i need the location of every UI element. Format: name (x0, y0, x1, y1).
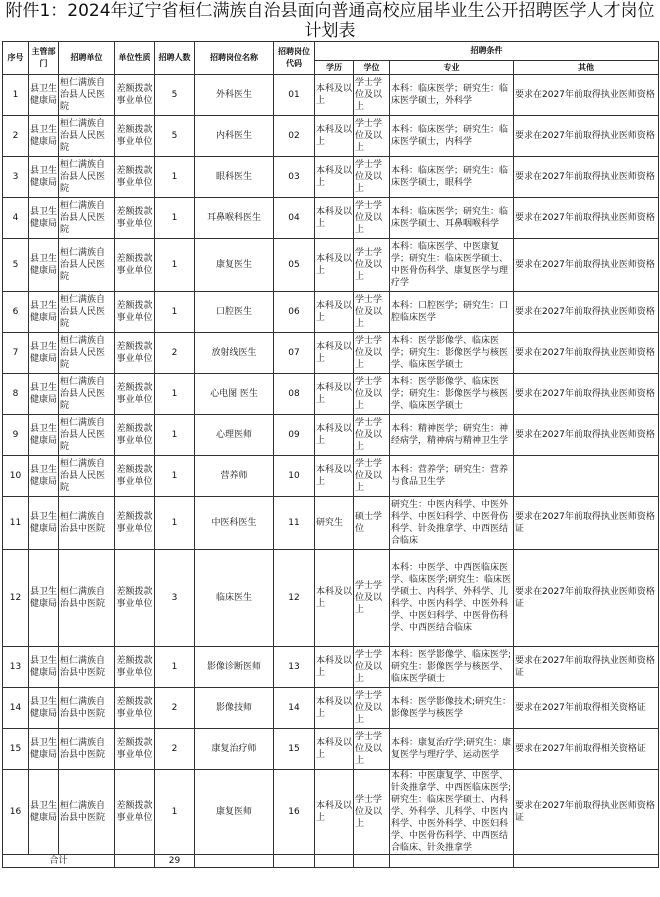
row-major: 本科：临床医学、中医康复学；研究生：临床医学硕士、中医骨伤科学、康复医学与理疗学 (390, 239, 514, 292)
row-code: 01 (274, 75, 315, 116)
row-major: 本科：临床医学；研究生：临床医学硕士、耳鼻咽喉科学 (390, 198, 514, 239)
row-count: 1 (155, 239, 195, 292)
row-major: 本科：中医康复学、中医学、针灸推拿学、中西医临床医学;研究生：临床医学硕士、内科学、外科学、儿科学、中医内科学、中医外科学、中医妇科学、中医骨伤科学、中西医结合临床、针灸推拿学 (390, 770, 514, 855)
header-edu: 学历 (315, 61, 354, 75)
row-edu: 本科及以上 (315, 333, 354, 374)
row-count: 5 (155, 116, 195, 157)
row-unit: 桓仁满族自治县人民医院 (59, 157, 115, 198)
row-major: 本科：临床医学；研究生：临床医学硕士，内科学 (390, 116, 514, 157)
row-major: 本科：营养学；研究生：营养与食品卫生学 (390, 456, 514, 497)
row-other: 要求在2027年前取得执业医师资格 (514, 239, 659, 292)
page-title: 附件1：2024年辽宁省桓仁满族自治县面向普通高校应届毕业生公开招聘医学人才岗位计划表 (5, 1, 655, 41)
row-unit: 桓仁满族自治县中医院 (59, 688, 115, 729)
table-row (3, 198, 659, 239)
row-edu: 本科及以上 (315, 157, 354, 198)
row-unit: 桓仁满族自治县人民医院 (59, 292, 115, 333)
row-unit: 桓仁满族自治县人民医院 (59, 116, 115, 157)
table-row (3, 157, 659, 198)
row-unit: 桓仁满族自治县人民医院 (59, 75, 115, 116)
row-nature: 差额拨款事业单位 (115, 456, 155, 497)
row-count: 5 (155, 75, 195, 116)
row-seq: 3 (3, 157, 29, 198)
header-major: 专业 (390, 61, 514, 75)
table-row (3, 239, 659, 292)
row-post: 康复医师 (195, 770, 274, 855)
table-row (3, 497, 659, 550)
row-code: 02 (274, 116, 315, 157)
row-post: 影像诊断医师 (195, 647, 274, 688)
row-dept: 县卫生健康局 (29, 157, 59, 198)
row-nature: 差额拨款事业单位 (115, 198, 155, 239)
row-other: 要求在2027年前取得执业医师资格 (514, 157, 659, 198)
table-row (3, 729, 659, 770)
row-seq: 4 (3, 198, 29, 239)
total-empty (115, 855, 155, 868)
header-count: 招聘人数 (155, 42, 195, 75)
row-count: 1 (155, 497, 195, 550)
row-code: 07 (274, 333, 315, 374)
row-edu: 本科及以上 (315, 198, 354, 239)
row-code: 10 (274, 456, 315, 497)
row-other: 要求在2027年前取得执业医师资格 (514, 415, 659, 456)
table-row (3, 688, 659, 729)
row-post: 营养师 (195, 456, 274, 497)
row-edu: 研究生 (315, 497, 354, 550)
row-edu: 本科及以上 (315, 415, 354, 456)
row-code: 14 (274, 688, 315, 729)
row-degree: 学士学位及以上 (354, 75, 390, 116)
row-nature: 差额拨款事业单位 (115, 239, 155, 292)
row-dept: 县卫生健康局 (29, 415, 59, 456)
row-other: 要求在2027年前取得相关资格证 (514, 688, 659, 729)
row-code: 05 (274, 239, 315, 292)
row-edu: 本科及以上 (315, 770, 354, 855)
row-major: 本科：医学影像学、临床医学；研究生：影像医学与核医学、临床医学硕士 (390, 333, 514, 374)
row-dept: 县卫生健康局 (29, 550, 59, 647)
row-edu: 本科及以上 (315, 292, 354, 333)
row-code: 03 (274, 157, 315, 198)
table-row (3, 116, 659, 157)
row-count: 2 (155, 688, 195, 729)
row-other: 要求在2027年前取得执业医师资格 (514, 198, 659, 239)
row-degree: 学士学位及以上 (354, 729, 390, 770)
row-nature: 差额拨款事业单位 (115, 157, 155, 198)
table-body (3, 75, 659, 855)
row-major: 本科：康复治疗学;研究生：康复医学与理疗学、运动医学 (390, 729, 514, 770)
header-row (3, 42, 659, 61)
row-degree: 学士学位及以上 (354, 456, 390, 497)
row-post: 康复治疗师 (195, 729, 274, 770)
row-major: 本科：医学影像学、临床医学;研究生：影像医学与核医学、临床医学硕士 (390, 647, 514, 688)
table-row (3, 374, 659, 415)
row-other: 要求在2027年前取得执业医师资格 (514, 116, 659, 157)
row-major: 本科：口腔医学；研究生：口腔临床医学 (390, 292, 514, 333)
row-post: 耳鼻喉科医生 (195, 198, 274, 239)
row-unit: 桓仁满族自治县人民医院 (59, 333, 115, 374)
row-count: 1 (155, 456, 195, 497)
row-unit: 桓仁满族自治县人民医院 (59, 374, 115, 415)
header-unit: 招聘单位 (59, 42, 115, 75)
row-degree: 学士学位及以上 (354, 374, 390, 415)
total-row (3, 855, 659, 868)
row-other: 要求在2027年前取得执业医师资格 (514, 374, 659, 415)
row-dept: 县卫生健康局 (29, 333, 59, 374)
header-code: 招聘岗位代码 (274, 42, 315, 75)
row-post: 康复医生 (195, 239, 274, 292)
row-dept: 县卫生健康局 (29, 374, 59, 415)
row-post: 临床医生 (195, 550, 274, 647)
row-seq: 5 (3, 239, 29, 292)
row-nature: 差额拨款事业单位 (115, 647, 155, 688)
row-seq: 6 (3, 292, 29, 333)
row-code: 16 (274, 770, 315, 855)
row-post: 口腔医生 (195, 292, 274, 333)
row-code: 06 (274, 292, 315, 333)
row-degree: 学士学位及以上 (354, 239, 390, 292)
row-unit: 桓仁满族自治县中医院 (59, 647, 115, 688)
row-edu: 本科及以上 (315, 116, 354, 157)
row-dept: 县卫生健康局 (29, 75, 59, 116)
row-code: 08 (274, 374, 315, 415)
row-major: 本科：精神医学；研究生：神经病学，精神病与精神卫生学 (390, 415, 514, 456)
row-degree: 学士学位及以上 (354, 116, 390, 157)
header-seq: 序号 (3, 42, 29, 75)
table-row (3, 456, 659, 497)
row-unit: 桓仁满族自治县中医院 (59, 550, 115, 647)
row-unit: 桓仁满族自治县人民医院 (59, 239, 115, 292)
row-degree: 硕士学位 (354, 497, 390, 550)
row-post: 中医科医生 (195, 497, 274, 550)
row-seq: 1 (3, 75, 29, 116)
row-unit: 桓仁满族自治县中医院 (59, 729, 115, 770)
row-dept: 县卫生健康局 (29, 239, 59, 292)
row-nature: 差额拨款事业单位 (115, 374, 155, 415)
row-dept: 县卫生健康局 (29, 647, 59, 688)
row-count: 2 (155, 333, 195, 374)
row-degree: 学士学位及以上 (354, 647, 390, 688)
row-nature: 差额拨款事业单位 (115, 688, 155, 729)
row-major: 本科：临床医学；研究生：临床医学硕士，眼科学 (390, 157, 514, 198)
row-code: 12 (274, 550, 315, 647)
row-unit: 桓仁满族自治县人民医院 (59, 415, 115, 456)
row-major: 研究生：中医内科学、中医外科学、中医妇科学、中医骨伤科学、针灸推拿学、中西医结合临床 (390, 497, 514, 550)
row-dept: 县卫生健康局 (29, 770, 59, 855)
row-nature: 差额拨款事业单位 (115, 292, 155, 333)
row-major: 本科：医学影像学、临床医学；研究生：影像医学与核医学、临床医学硕士 (390, 374, 514, 415)
row-edu: 本科及以上 (315, 729, 354, 770)
row-other: 要求在2027年前取得执业医师资格 (514, 75, 659, 116)
row-dept: 县卫生健康局 (29, 116, 59, 157)
row-nature: 差额拨款事业单位 (115, 770, 155, 855)
row-post: 心理医师 (195, 415, 274, 456)
row-other: 要求在2027年前取得执业医师资格证 (514, 770, 659, 855)
recruitment-table (2, 41, 659, 868)
row-dept: 县卫生健康局 (29, 729, 59, 770)
row-count: 3 (155, 550, 195, 647)
row-degree: 学士学位及以上 (354, 770, 390, 855)
row-seq: 10 (3, 456, 29, 497)
row-seq: 8 (3, 374, 29, 415)
row-dept: 县卫生健康局 (29, 688, 59, 729)
total-empty (514, 855, 659, 868)
header-dept: 主管部门 (29, 42, 59, 75)
row-count: 2 (155, 729, 195, 770)
row-count: 1 (155, 157, 195, 198)
row-nature: 差额拨款事业单位 (115, 116, 155, 157)
row-seq: 11 (3, 497, 29, 550)
total-count: 29 (155, 855, 195, 868)
table-row (3, 550, 659, 647)
row-major: 本科：临床医学；研究生：临床医学硕士，外科学 (390, 75, 514, 116)
row-nature: 差额拨款事业单位 (115, 75, 155, 116)
row-dept: 县卫生健康局 (29, 198, 59, 239)
table-row (3, 292, 659, 333)
header-other: 其他 (514, 61, 659, 75)
header-post: 招聘岗位名称 (195, 42, 274, 75)
row-major: 本科：中医学、中西医临床医学、临床医学;研究生：临床医学硕士、内科学、外科学、儿科学、中医内科学、中医外科学、中医妇科学、中医骨伤科学、中西医结合临床 (390, 550, 514, 647)
row-dept: 县卫生健康局 (29, 292, 59, 333)
row-seq: 14 (3, 688, 29, 729)
row-major: 本科：医学影像技术;研究生：影像医学与核医学 (390, 688, 514, 729)
header-conditions: 招聘条件 (315, 42, 659, 61)
row-other: 要求在2027年前取得执业医师资格证 (514, 550, 659, 647)
row-degree: 学士学位及以上 (354, 550, 390, 647)
row-unit: 桓仁满族自治县中医院 (59, 497, 115, 550)
row-edu: 本科及以上 (315, 374, 354, 415)
row-degree: 学士学位及以上 (354, 292, 390, 333)
row-count: 1 (155, 770, 195, 855)
row-dept: 县卫生健康局 (29, 456, 59, 497)
row-degree: 学士学位及以上 (354, 688, 390, 729)
row-dept: 县卫生健康局 (29, 497, 59, 550)
row-edu: 本科及以上 (315, 239, 354, 292)
row-post: 影像技师 (195, 688, 274, 729)
row-nature: 差额拨款事业单位 (115, 333, 155, 374)
row-edu: 本科及以上 (315, 75, 354, 116)
row-seq: 12 (3, 550, 29, 647)
row-post: 外科医生 (195, 75, 274, 116)
row-count: 1 (155, 198, 195, 239)
row-degree: 学士学位及以上 (354, 157, 390, 198)
table-row (3, 647, 659, 688)
row-other: 要求在2027年前取得执业医师资格证 (514, 647, 659, 688)
row-degree: 学士学位及以上 (354, 415, 390, 456)
row-seq: 15 (3, 729, 29, 770)
table-row (3, 75, 659, 116)
row-code: 11 (274, 497, 315, 550)
row-seq: 9 (3, 415, 29, 456)
total-empty (390, 855, 514, 868)
row-degree: 学士学位及以上 (354, 333, 390, 374)
row-other: 要求在2027年前取得执业医师资格 (514, 292, 659, 333)
table-row (3, 415, 659, 456)
row-other (514, 456, 659, 497)
row-post: 眼科医生 (195, 157, 274, 198)
row-seq: 16 (3, 770, 29, 855)
row-post: 内科医生 (195, 116, 274, 157)
row-other: 要求在2027年前取得相关资格证 (514, 729, 659, 770)
row-edu: 本科及以上 (315, 647, 354, 688)
total-empty (315, 855, 354, 868)
row-code: 04 (274, 198, 315, 239)
row-edu: 本科及以上 (315, 456, 354, 497)
row-unit: 桓仁满族自治县人民医院 (59, 198, 115, 239)
header-nature: 单位性质 (115, 42, 155, 75)
row-seq: 13 (3, 647, 29, 688)
total-empty (195, 855, 274, 868)
row-count: 1 (155, 374, 195, 415)
row-degree: 学士学位及以上 (354, 198, 390, 239)
total-empty (274, 855, 315, 868)
row-other: 要求在2027年前取得执业医师资格 (514, 333, 659, 374)
row-nature: 差额拨款事业单位 (115, 497, 155, 550)
row-other: 要求在2027年前取得执业医师资格证 (514, 497, 659, 550)
row-unit: 桓仁满族自治县中医院 (59, 770, 115, 855)
header-degree: 学位 (354, 61, 390, 75)
row-seq: 7 (3, 333, 29, 374)
row-count: 1 (155, 647, 195, 688)
row-count: 1 (155, 415, 195, 456)
row-seq: 2 (3, 116, 29, 157)
row-nature: 差额拨款事业单位 (115, 415, 155, 456)
total-label: 合计 (3, 855, 115, 868)
row-post: 心电图 医生 (195, 374, 274, 415)
row-nature: 差额拨款事业单位 (115, 729, 155, 770)
row-nature: 差额拨款事业单位 (115, 550, 155, 647)
table-row (3, 333, 659, 374)
table-row (3, 770, 659, 855)
row-count: 1 (155, 292, 195, 333)
row-code: 09 (274, 415, 315, 456)
row-code: 13 (274, 647, 315, 688)
row-code: 15 (274, 729, 315, 770)
total-empty (354, 855, 390, 868)
row-edu: 本科及以上 (315, 550, 354, 647)
row-edu: 本科及以上 (315, 688, 354, 729)
row-post: 放射线医生 (195, 333, 274, 374)
row-unit: 桓仁满族自治县人民医院 (59, 456, 115, 497)
